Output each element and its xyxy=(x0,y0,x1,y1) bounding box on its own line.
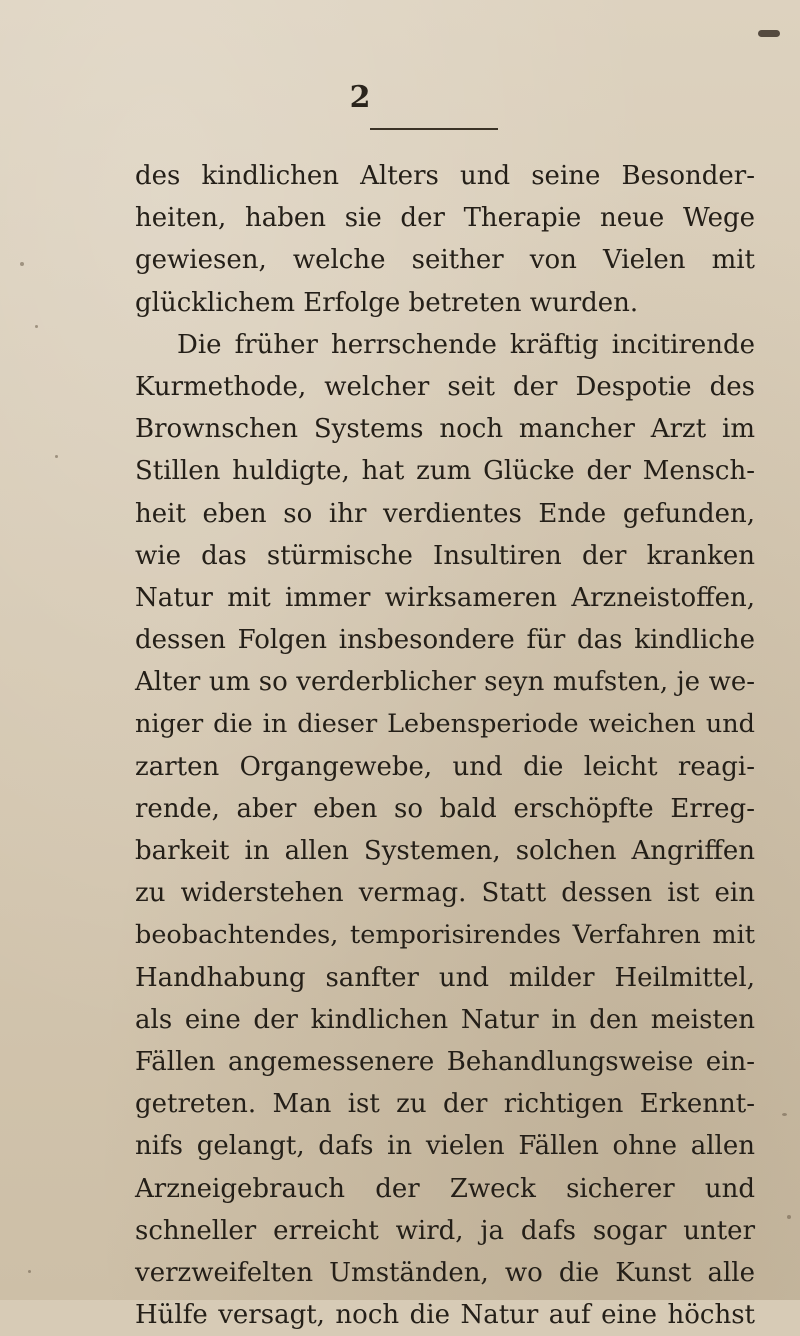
body-text xyxy=(135,155,755,1336)
text-line: zu widerstehen vermag. Statt dessen ist ein xyxy=(135,878,755,909)
text-line: gewiesen, welche seither von Vielen mit xyxy=(135,245,755,276)
text-line: Brownschen Systems noch mancher Arzt im xyxy=(135,414,755,445)
text-line: Arzneigebrauch der Zweck sicherer und xyxy=(135,1173,755,1204)
text-line: Die früher herrschende kräftig incitirende xyxy=(177,329,755,360)
header-rule xyxy=(370,128,498,130)
text-line: barkeit in allen Systemen, solchen Angriffen xyxy=(135,836,755,866)
paper-speck xyxy=(28,1270,31,1273)
page-number: 2 xyxy=(349,80,371,115)
text-line: Alter um so verderblicher seyn mufsten, je we- xyxy=(135,667,755,698)
text-line: heiten, haben sie der Therapie neue Wege xyxy=(135,203,755,234)
text-line: dessen Folgen insbesondere für das kindliche xyxy=(135,625,755,656)
text-line: Hülfe versagt, noch die Natur auf eine höchst xyxy=(135,1300,755,1331)
text-line: Handhabung sanfter und milder Heilmittel, xyxy=(135,962,755,993)
text-line: des kindlichen Alters und seine Besonder- xyxy=(135,161,755,191)
text-line: verzweifelten Umständen, wo die Kunst alle xyxy=(135,1257,755,1288)
text-line: beobachtendes, temporisirendes Verfahren mit xyxy=(135,920,755,951)
text-line: Stillen huldigte, hat zum Glücke der Mensch- xyxy=(135,456,755,487)
text-line: getreten. Man ist zu der richtigen Erkennt- xyxy=(135,1089,755,1120)
paper-speck xyxy=(782,1113,787,1116)
text-line: Natur mit immer wirksameren Arzneistoffen, xyxy=(135,582,755,613)
text-line: heit eben so ihr verdientes Ende gefunden, xyxy=(135,498,755,529)
text-line: Kurmethode, welcher seit der Despotie des xyxy=(135,371,755,402)
ink-blot xyxy=(758,30,780,37)
paper-speck xyxy=(20,262,24,266)
text-line: schneller erreicht wird, ja dafs sogar unter xyxy=(135,1215,755,1246)
text-line: zarten Organgewebe, und die leicht reagi- xyxy=(135,751,755,782)
text-line: wie das stürmische Insultiren der kranken xyxy=(135,540,755,571)
text-line: niger die in dieser Lebensperiode weichen und xyxy=(135,709,755,740)
text-line: Fällen angemessenere Behandlungsweise ein- xyxy=(135,1046,755,1077)
paper-speck xyxy=(55,455,58,458)
paper-speck xyxy=(787,1215,791,1219)
text-line: glücklichem Erfolge betreten wurden. xyxy=(135,287,639,318)
text-line: nifs gelangt, dafs in vielen Fällen ohne allen xyxy=(135,1131,755,1162)
text-line: rende, aber eben so bald erschöpfte Erreg- xyxy=(135,793,755,824)
paper-speck xyxy=(35,325,38,328)
text-line: als eine der kindlichen Natur in den meisten xyxy=(135,1004,755,1035)
